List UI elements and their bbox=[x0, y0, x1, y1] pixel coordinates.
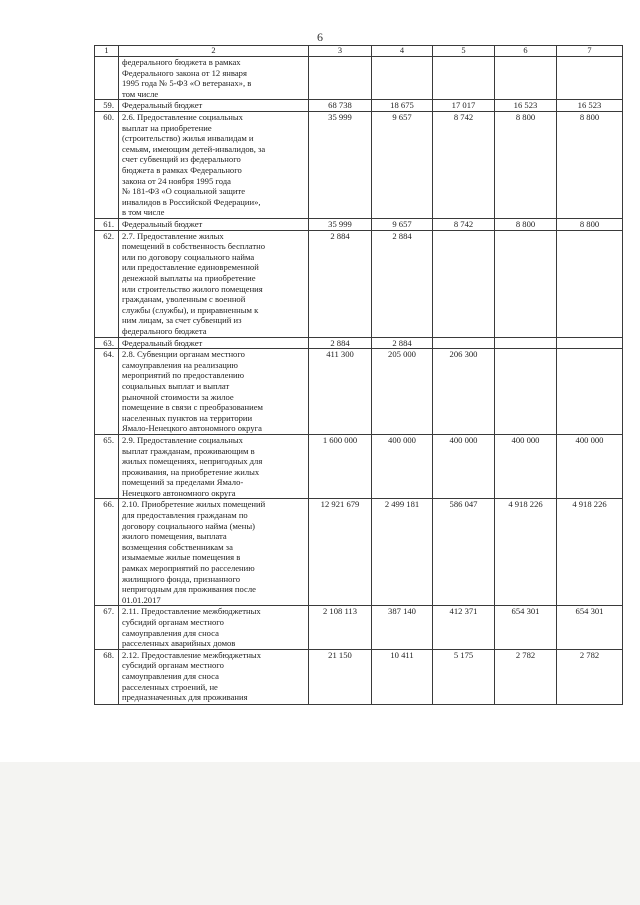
value-col-4: 2 884 bbox=[372, 230, 433, 337]
row-description: 2.6. Предоставление социальных выплат на приобретение (строительство) жилья инвалидам и семьям, имеющим детей-инвалидов, за счет субвенций из федерального бюджета в рамках Федерального закона от 24 ноября 1995 года № 181-ФЗ «О социальной защите инвалидов в Российской Федерации», в том числе bbox=[119, 111, 309, 218]
column-header: 4 bbox=[372, 46, 433, 57]
value-col-3: 35 999 bbox=[309, 111, 372, 218]
value-col-3: 2 108 113 bbox=[309, 606, 372, 649]
value-col-7: 16 523 bbox=[557, 100, 623, 112]
value-col-6: 654 301 bbox=[495, 606, 557, 649]
row-description: Федеральный бюджет bbox=[119, 100, 309, 112]
column-header: 6 bbox=[495, 46, 557, 57]
table-row bbox=[95, 606, 623, 649]
row-number bbox=[95, 57, 119, 100]
table-row bbox=[95, 57, 623, 100]
value-col-5: 8 742 bbox=[433, 218, 495, 230]
value-col-6 bbox=[495, 349, 557, 435]
value-col-7 bbox=[557, 349, 623, 435]
row-description: 2.11. Предоставление межбюджетных субсидий органам местного самоуправления для сноса расселенных аварийных домов bbox=[119, 606, 309, 649]
column-header: 5 bbox=[433, 46, 495, 57]
value-col-5 bbox=[433, 230, 495, 337]
value-col-3: 411 300 bbox=[309, 349, 372, 435]
value-col-4: 205 000 bbox=[372, 349, 433, 435]
row-number: 61. bbox=[95, 218, 119, 230]
value-col-5: 17 017 bbox=[433, 100, 495, 112]
column-header: 7 bbox=[557, 46, 623, 57]
table-row bbox=[95, 337, 623, 349]
row-description: 2.10. Приобретение жилых помещений для предоставления гражданам по договору социального найма (мены) жилого помещения, выплата возмещения собственникам за изымаемые жилые помещения в рамках мероприятий по расселению жилищного фонда, признанного непригодным для проживания после 01.01.2017 bbox=[119, 499, 309, 606]
row-description: 2.8. Субвенции органам местного самоуправления на реализацию мероприятий по предоставлению социальных выплат и выплат рыночной стоимости за жилое помещение в связи с преобразованием населенных пунктов на территории Ямало-Ненецкого автономного округа bbox=[119, 349, 309, 435]
table-row bbox=[95, 349, 623, 435]
value-col-5: 586 047 bbox=[433, 499, 495, 606]
value-col-4: 18 675 bbox=[372, 100, 433, 112]
table-row bbox=[95, 100, 623, 112]
table-body bbox=[95, 46, 623, 705]
value-col-5: 5 175 bbox=[433, 649, 495, 704]
value-col-4: 9 657 bbox=[372, 111, 433, 218]
value-col-6: 16 523 bbox=[495, 100, 557, 112]
row-number: 64. bbox=[95, 349, 119, 435]
row-description: 2.9. Предоставление социальных выплат гражданам, проживающим в жилых помещениях, непригодных для проживания, на приобретение жилых помещений за пределами Ямало- Ненецкого автономного округа bbox=[119, 434, 309, 499]
value-col-7: 654 301 bbox=[557, 606, 623, 649]
table-header-row bbox=[95, 46, 623, 57]
row-number: 63. bbox=[95, 337, 119, 349]
value-col-6 bbox=[495, 337, 557, 349]
value-col-3: 2 884 bbox=[309, 337, 372, 349]
table-row bbox=[95, 434, 623, 499]
value-col-7 bbox=[557, 230, 623, 337]
value-col-6 bbox=[495, 230, 557, 337]
value-col-5: 8 742 bbox=[433, 111, 495, 218]
row-number: 68. bbox=[95, 649, 119, 704]
value-col-7: 8 800 bbox=[557, 111, 623, 218]
value-col-6 bbox=[495, 57, 557, 100]
column-header: 3 bbox=[309, 46, 372, 57]
value-col-4: 387 140 bbox=[372, 606, 433, 649]
value-col-5 bbox=[433, 57, 495, 100]
table-row bbox=[95, 218, 623, 230]
row-description: федерального бюджета в рамках Федерального закона от 12 января 1995 года № 5-ФЗ «О ветеранах», в том числе bbox=[119, 57, 309, 100]
value-col-6: 4 918 226 bbox=[495, 499, 557, 606]
value-col-4 bbox=[372, 57, 433, 100]
value-col-4: 400 000 bbox=[372, 434, 433, 499]
table-row bbox=[95, 230, 623, 337]
value-col-4: 2 499 181 bbox=[372, 499, 433, 606]
value-col-4: 10 411 bbox=[372, 649, 433, 704]
table-row bbox=[95, 649, 623, 704]
row-description: Федеральный бюджет bbox=[119, 218, 309, 230]
column-header: 2 bbox=[119, 46, 309, 57]
row-number: 62. bbox=[95, 230, 119, 337]
value-col-3: 12 921 679 bbox=[309, 499, 372, 606]
value-col-7 bbox=[557, 57, 623, 100]
row-number: 65. bbox=[95, 434, 119, 499]
value-col-7 bbox=[557, 337, 623, 349]
value-col-5 bbox=[433, 337, 495, 349]
value-col-7: 400 000 bbox=[557, 434, 623, 499]
value-col-3: 35 999 bbox=[309, 218, 372, 230]
row-description: Федеральный бюджет bbox=[119, 337, 309, 349]
value-col-5: 206 300 bbox=[433, 349, 495, 435]
value-col-3: 68 738 bbox=[309, 100, 372, 112]
row-description: 2.12. Предоставление межбюджетных субсидий органам местного самоуправления для сноса расселенных строений, не предназначенных для проживания bbox=[119, 649, 309, 704]
value-col-6: 8 800 bbox=[495, 218, 557, 230]
value-col-3: 1 600 000 bbox=[309, 434, 372, 499]
row-number: 67. bbox=[95, 606, 119, 649]
value-col-6: 8 800 bbox=[495, 111, 557, 218]
column-header: 1 bbox=[95, 46, 119, 57]
table-row bbox=[95, 111, 623, 218]
value-col-7: 4 918 226 bbox=[557, 499, 623, 606]
value-col-6: 2 782 bbox=[495, 649, 557, 704]
page-number: 6 bbox=[317, 30, 323, 44]
value-col-4: 9 657 bbox=[372, 218, 433, 230]
value-col-5: 412 371 bbox=[433, 606, 495, 649]
value-col-3 bbox=[309, 57, 372, 100]
value-col-7: 8 800 bbox=[557, 218, 623, 230]
value-col-5: 400 000 bbox=[433, 434, 495, 499]
value-col-4: 2 884 bbox=[372, 337, 433, 349]
row-number: 66. bbox=[95, 499, 119, 606]
scan-background bbox=[0, 762, 640, 905]
budget-table bbox=[94, 45, 623, 705]
value-col-7: 2 782 bbox=[557, 649, 623, 704]
row-number: 59. bbox=[95, 100, 119, 112]
value-col-3: 21 150 bbox=[309, 649, 372, 704]
row-number: 60. bbox=[95, 111, 119, 218]
row-description: 2.7. Предоставление жилых помещений в собственность бесплатно или по договору социального найма или предоставление единовременной денежной выплаты на приобретение или строительство жилого помещения гражданам, уволенным с военной службы (службы), и приравненным к ним лицам, за счет субвенций из федерального бюджета bbox=[119, 230, 309, 337]
value-col-3: 2 884 bbox=[309, 230, 372, 337]
value-col-6: 400 000 bbox=[495, 434, 557, 499]
table-row bbox=[95, 499, 623, 606]
